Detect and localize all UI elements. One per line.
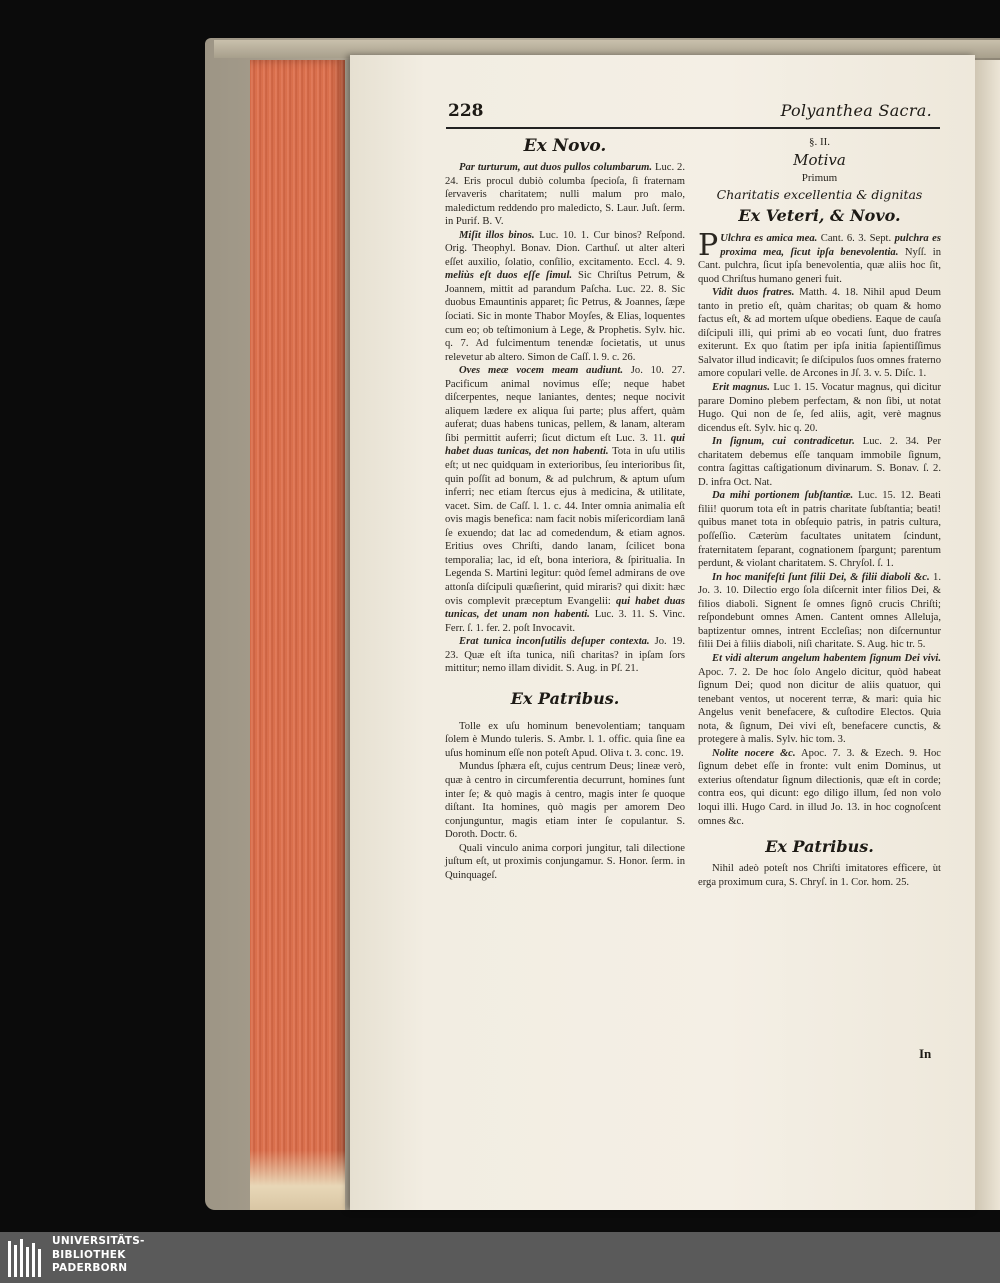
right-paragraph-8: Nolite nocere &c. Apoc. 7. 3. & Ezech. 9. Hoc ſignum debet eſſe in fronte: vult enim Dominus, ut exterius oſtendatur ſignum dilectionis, quæ eſt in corde; contra eos, qui dicunt: ego diligo illum, ſed non volo loqui illi. Hugo Card. in illud Jo. 13. in hoc cognoſcent omnes &c. xyxy=(698,747,941,827)
motiva-heading: Motiva xyxy=(793,151,846,169)
right-paragraph-9: Nihil adeò poteſt nos Chriſti imitatores efficere, ùt erga proximum cura, S. Chryſ. in 1. Cor. hom. 25. xyxy=(698,863,941,888)
right-paragraph-6: In hoc manifeſti ſunt filii Dei, & filii diaboli &c. 1. Jo. 3. 10. Dilectio ergo ſola diſcernit inter filios Dei, & filios diaboli. Signent ſe omnes ſignô crucis Chriſti; reſpondebunt omnes Amen. Cantent omnes Alleluja, baptizentur omnes, intrent Eccleſias; non diſcernuntur filii Dei à filiis diaboli, niſi charitate. S. Aug. hic tr. 5. xyxy=(698,571,941,651)
left-paragraph-4: Erat tunica inconſutilis deſuper contexta. Jo. 19. 23. Quæ eſt iſta tunica, niſi charitas? in ipſam ſors mittitur; nemo illam dividit. S. Aug. in Pſ. 21. xyxy=(445,636,685,675)
left-heading-ex-patribus: Ex Patribus. xyxy=(510,688,620,708)
left-paragraph-2: Miſit illos binos. Luc. 10. 1. Cur binos? Reſpond. Orig. Theophyl. Bonav. Dion. Carthuſ. ut alter alteri eſſet auxilio, ſolatio, conſilio, excitamento. Eccl. 4. 9. meliùs eſt duos eſſe ſimul. Sic Chriſtus Petrum, & Joannem, mittit ad parandum Paſcha. Luc. 22. 8. Sic duobus Emauntinis apparet; ſic Petrus, & Joannes, ſæpe ſociati. Sic in monte Thabor Moyſes, & Elias, loquentes cum eo; ob teſtimonium à Lege, & Prophetis. Sylv. hic. q. 7. Ad fulcimentum tenendæ ſocietatis, ut unus relevetur ab altero. Simon de Caſſ. l. 9. c. 26. xyxy=(445,229,685,363)
library-name-line-3: PADERBORN xyxy=(52,1262,128,1274)
library-name-line-1: UNIVERSITÄTS- xyxy=(52,1235,145,1247)
library-footer-bar xyxy=(0,1232,1000,1283)
drop-cap: P xyxy=(698,228,719,263)
page-number: 228 xyxy=(448,101,484,121)
page-edges-bottom xyxy=(250,1150,345,1210)
left-paragraph-5: Tolle ex uſu hominum benevolentiam; tanquam ſolem è Mundo tuleris. S. Ambr. l. 1. offic. quia ſine ea uſus hominum eſſe non poteſt Apud. Oliva t. 3. conc. 19. xyxy=(445,720,685,759)
right-column xyxy=(698,134,941,889)
catchword: In xyxy=(919,1046,932,1061)
right-paragraph-5: Da mihi portionem ſubſtantiæ. Luc. 15. 12. Beati filii! quorum tota eſt in patris charitate ſubſtantia; beati! quibus manet tota in obſequio patris, in patris cultura, poſſeſſio. Cæterùm facultates unitatem ſcindunt, fraternitatem ſeparant, cognationem ſpargunt; parentum perdunt, & violant charitatem. S. Chryſol. ſ. 1. xyxy=(698,490,941,570)
left-paragraph-6: Mundus ſphæra eſt, cujus centrum Deus; lineæ verò, quæ à centro in circumferentia decurrunt, homines ſunt inter ſe; & quò magis à centro, magis inter ſe quoque diſtant. Ita homines, quò magis per amorem Deo conjunguntur, magis etiam inter ſe copulantur. S. Doroth. Doctr. 6. xyxy=(445,761,685,841)
left-paragraph-1: Par turturum, aut duos pullos columbarum. Luc. 2. 24. Eris procul dubiò columba ſpecioſa, ſi fraternam ſervaveris charitatem; nulli malum pro malo, maledictum reddendo pro maledicto, S. Laur. Juſt. ſerm. in Purif. B. V. xyxy=(445,162,685,228)
library-name-line-2: BIBLIOTHEK xyxy=(52,1248,126,1261)
right-heading-ex-patribus: Ex Patribus. xyxy=(765,837,874,857)
right-paragraph-1: P Ulchra es amica mea. Cant. 6. 3. Sept. pulchra es proxima mea, ſicut ipſa benevolentia. Nyſſ. in Cant. pulchra, ſicut ipſa benevolentia, quæ aliis hoc ſit, quod Chriſtus humano generi fuit. xyxy=(698,228,941,285)
primum-label: Primum xyxy=(801,172,838,184)
running-head: Polyanthea Sacra. xyxy=(780,101,932,120)
facing-page-edge xyxy=(975,60,1000,1210)
page-header xyxy=(446,101,940,129)
left-heading-ex-novo: Ex Novo. xyxy=(523,136,607,156)
section-number: §. II. xyxy=(808,136,831,148)
right-paragraph-7: Et vidi alterum angelum habentem ſignum Dei vivi. Apoc. 7. 2. De hoc ſolo Angelo dicitur, quòd habeat ſignum Dei; quod non dicitur de aliis quatuor, qui tenebant ventos, ut nocerent terræ, & mari: quia hic Angelus venit benefacere, & cuſtodire Electos. Quia nota, & ſignum, Dei vivi eſt, benefacere cunctis, & protegere à malis. Sylv. hic tom. 3. xyxy=(698,652,941,746)
library-barcode-logo-icon xyxy=(6,1235,46,1280)
charity-title: Charitatis excellentia & dignitas xyxy=(716,187,923,202)
left-paragraph-3: Oves meæ vocem meam audiunt. Jo. 10. 27. Pacificum animal novimus eſſe; neque habet diſcerpentes, neque laniantes, dentes; neque nocivit aliquem lædere ex aliqua ſui parte; plus affert, quàm auferat; duas habens tunicas, pellem, & lanam, alteram ſibi permittit auferri; ſicut dictum eſt Luc. 3. 11. qui habet duas tunicas, det non habenti. Tota in uſu utilis eſt; ut nec quidquam in exterioribus, ſeu interioribus ſit, quin poſſit ad bonum, & ad pulchrum, & aptum uſum inferri; nec etiam ſtercus ejus à medicina, & utilitate, vacet. Sim. de Caſſ. l. 1. c. 44. Inter omnia animalia eſt ovis magis benefica: nam facit nobis miſericordiam lanâ ſe exuendo; dat lac ad comedendum, & etiam agnos. Eritius oves Chriſti, dando lanam, ſcilicet bona temporalia; lac, id eſt, bona interiora, & ſpiritualia. In Legenda S. Martini legitur: quòd ſemel admirans de ove attonſa diſcipuli quæſierint, quid miraris? qui dixit: hæc ovis complevit præceptum Evangelii: qui habet duas tunicas, det unam non habenti. Luc. 3. 11. S. Vinc. Ferr. ſ. 1. fer. 2. poſt Invocavit. xyxy=(445,365,685,634)
right-paragraph-4: In ſignum, cui contradicetur. Luc. 2. 34. Per charitatem debemus eſſe tanquam immobile ſignum, contra ſagittas caſtigationum divinarum. S. Bonav. ſ. 2. D. infra Oct. Nat. xyxy=(698,436,941,488)
red-page-edges xyxy=(250,60,345,1210)
right-heading-ex-veteri: Ex Veteri, & Novo. xyxy=(738,206,901,225)
left-column xyxy=(445,134,685,882)
library-name xyxy=(52,1235,145,1276)
right-paragraph-2: Vidit duos fratres. Matth. 4. 18. Nihil apud Deum tanto in pretio eſt, quàm charitas; ob quam & homo factus eſt, & ad mortem uſque obediens. Eaque de cauſa diſcipuli illi, qui primi ab eo vocati ſunt, duo fratres exiterunt. Ex quo ſtatim per ipſa initia ſapientiſſimus Salvator illud indicavit; ſe diſcipulos ſuos omnes fraterno amore copulari velle. de Arcones in Jſ. 3. v. 5. Diſc. 1. xyxy=(698,287,941,380)
right-paragraph-3: Erit magnus. Luc 1. 15. Vocatur magnus, qui dicitur parare Domino plebem perfectam, & non ſibi, ut notat Hugo. Qui non de ſe, ſed aliis, agit, verè magnus dicendus eſt. Sylv. hic q. 20. xyxy=(698,382,941,434)
left-paragraph-7: Quali vinculo anima corpori jungitur, tali dilectione juſtum eſt, ut proximis conjungamur. S. Honor. ſerm. in Quinquageſ. xyxy=(445,842,685,881)
